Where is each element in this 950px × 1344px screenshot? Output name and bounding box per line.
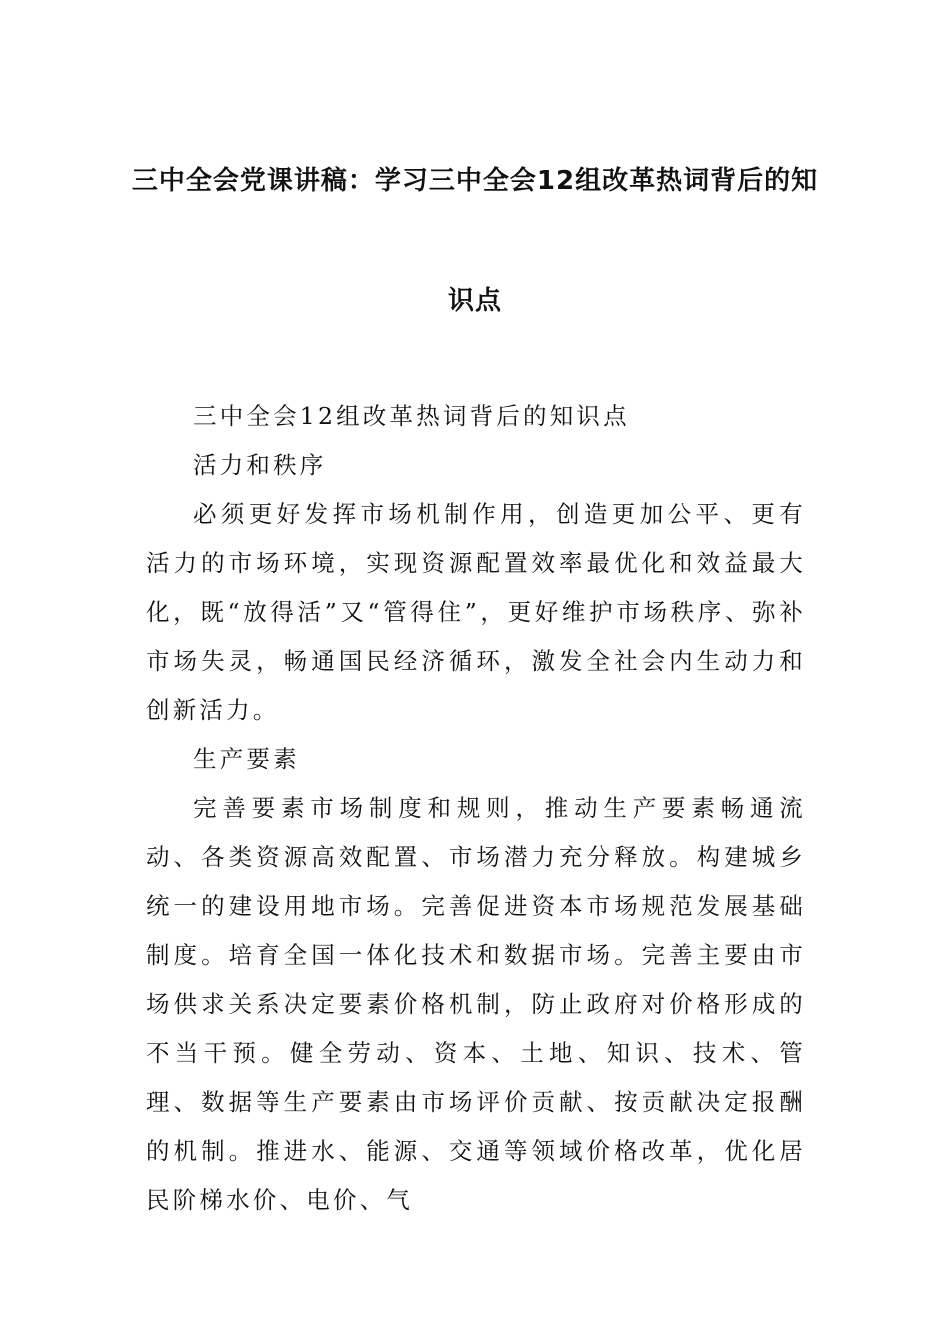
paragraph-vitality-order: 必须更好发挥市场机制作用，创造更加公平、更有活力的市场环境，实现资源配置效率最优化和效益最大化，既“放得活”又“管得住”，更好维护市场秩序、弥补市场失灵，畅通国民经济循环，激发全社会内生动力和创新活力。 [146, 500, 806, 724]
document-title-line-1: 三中全会党课讲稿：学习三中全会12组改革热词背后的知 [131, 166, 819, 196]
section-heading-main: 三中全会12组改革热词背后的知识点 [193, 402, 630, 430]
document-title-line-2: 识点 [447, 286, 502, 316]
paragraph-production-factors: 完善要素市场制度和规则，推动生产要素畅通流动、各类资源高效配置、市场潜力充分释放。构建城乡统一的建设用地市场。完善促进资本市场规范发展基础制度。培育全国一体化技术和数据市场。完善主要由市场供求关系决定要素价格机制，防止政府对价格形成的不当干预。健全劳动、资本、土地、知识、技术、管理、数据等生产要素由市场评价贡献、按贡献决定报酬的机制。推进水、能源、交通等领域价格改革，优化居民阶梯水价、电价、气 [146, 794, 806, 1214]
document-body [146, 392, 806, 1225]
section-heading-production-factors: 生产要素 [193, 745, 300, 773]
section-heading-vitality-order: 活力和秩序 [193, 451, 327, 479]
